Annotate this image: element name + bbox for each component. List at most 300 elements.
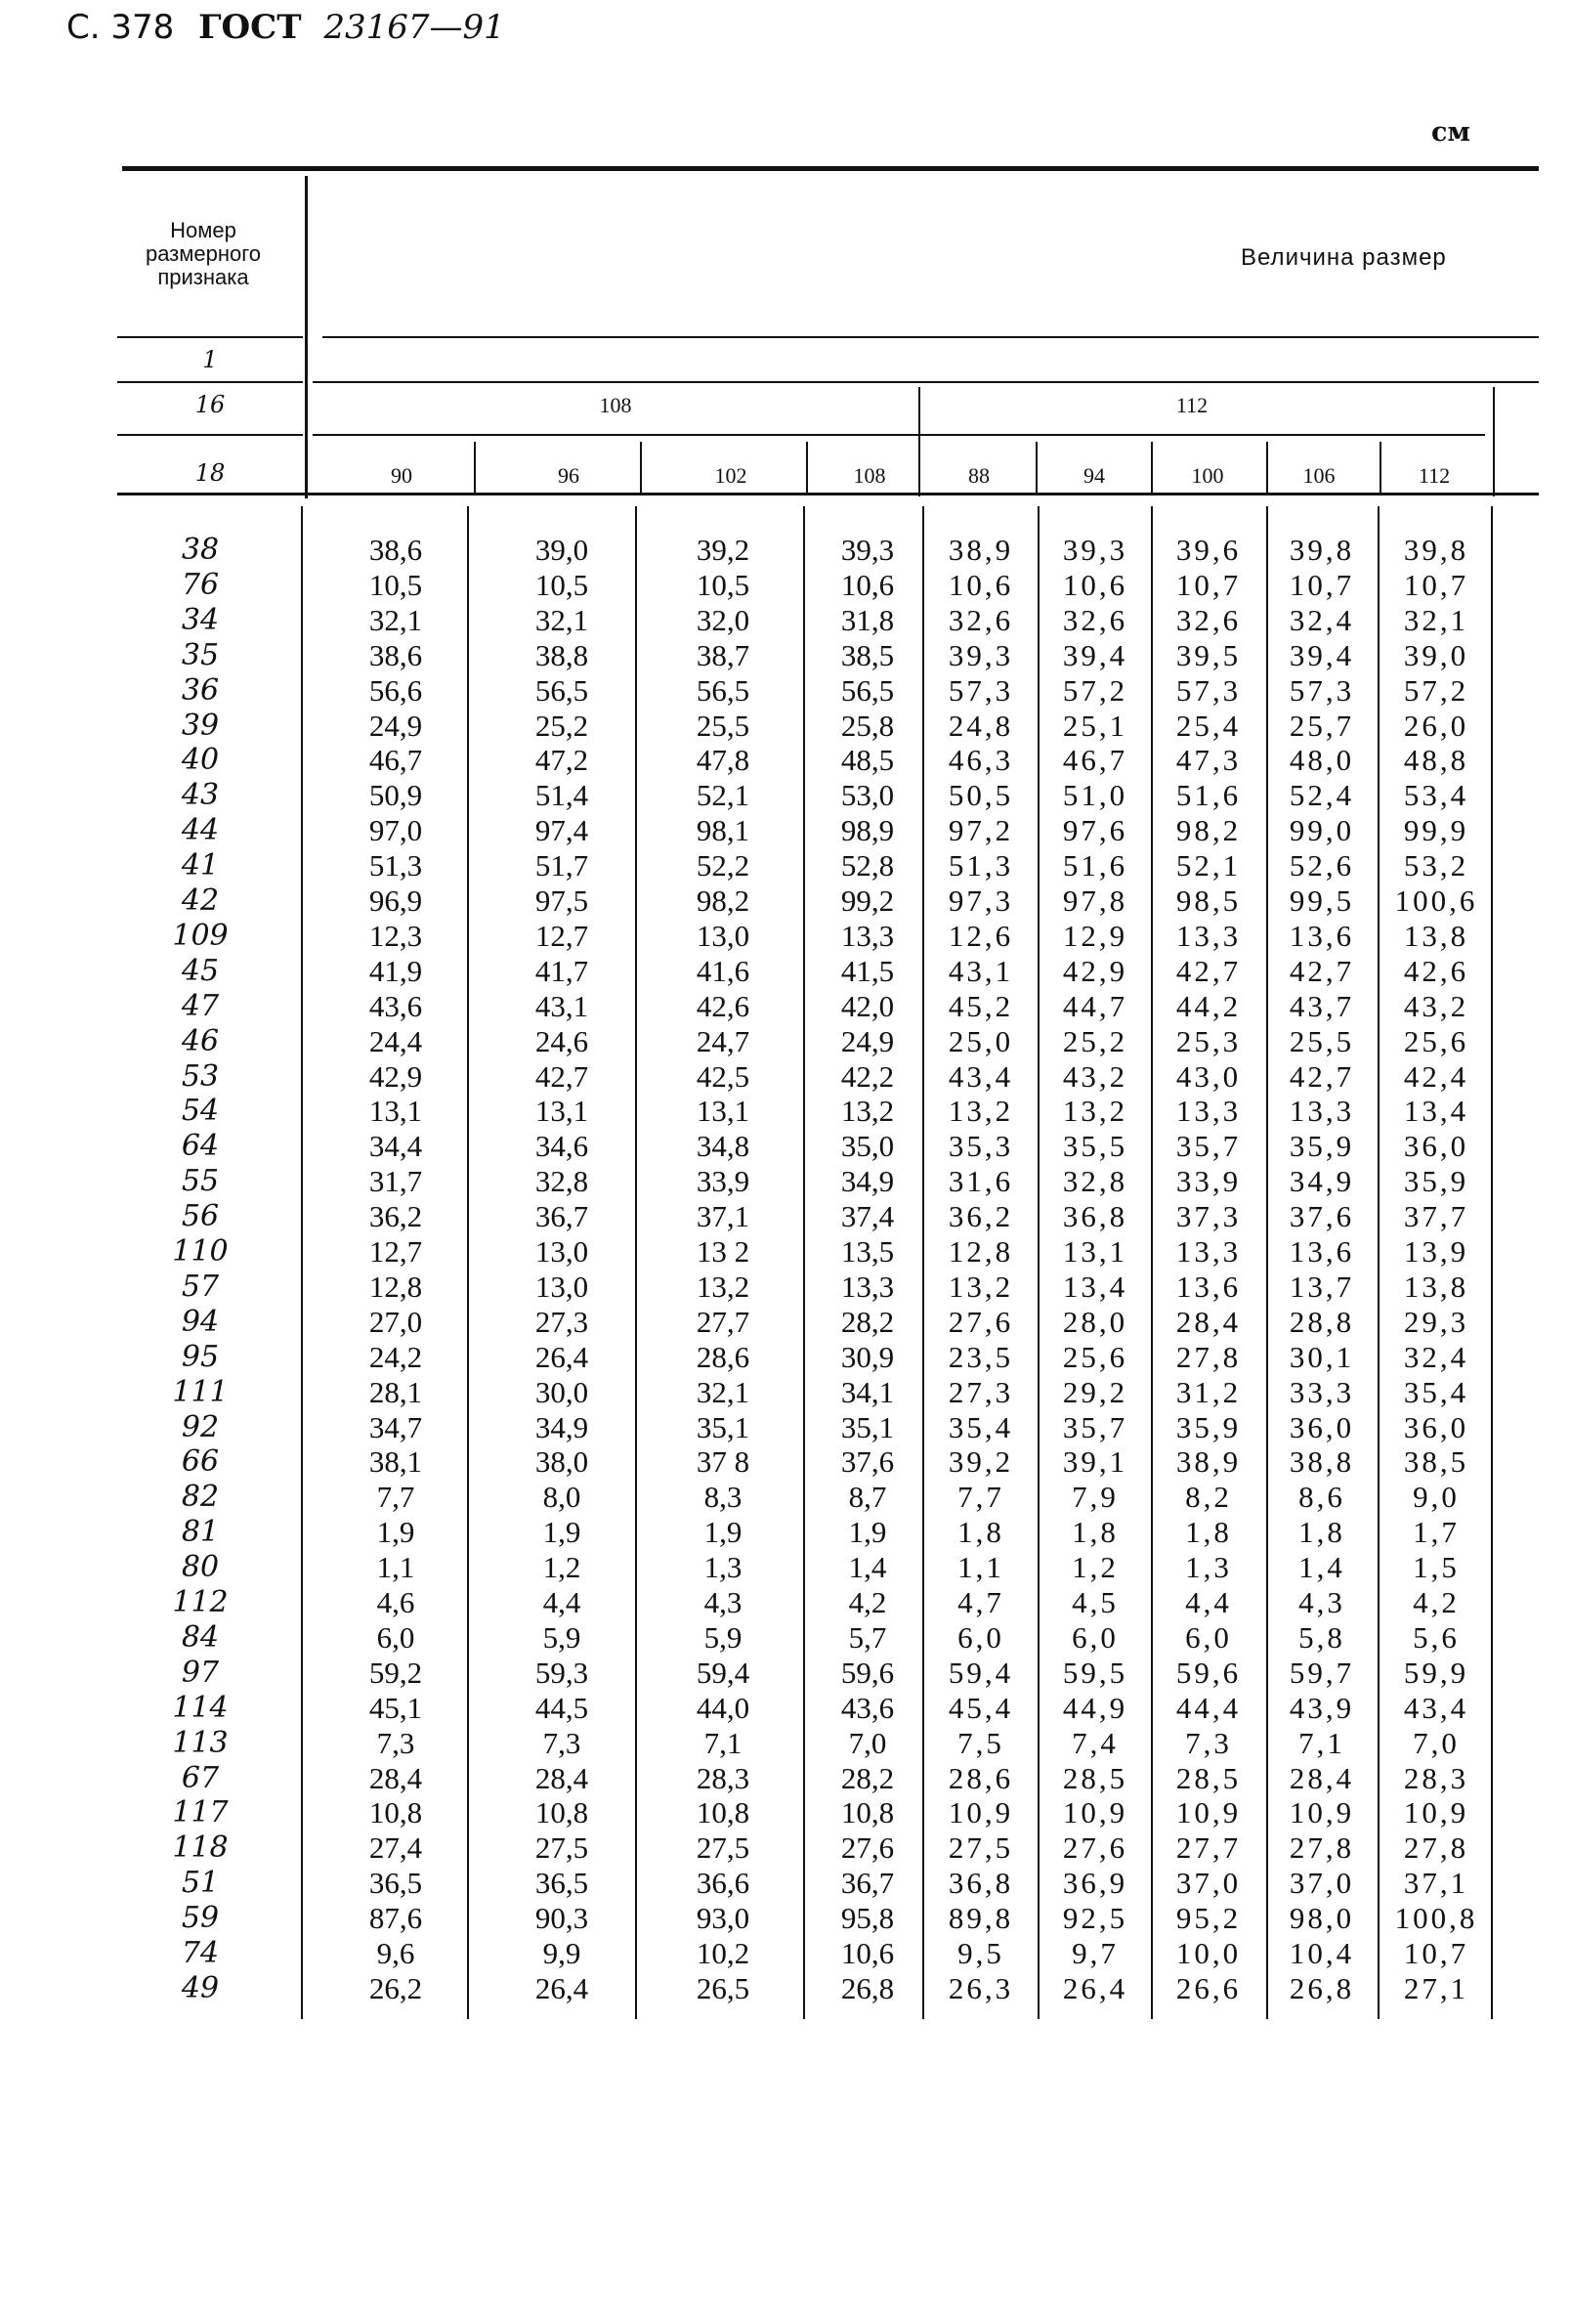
value-columns-header: Величина размер: [1241, 244, 1447, 271]
table-cell: 27,1: [1403, 1970, 1469, 2005]
table-cell: 1,5: [1413, 1550, 1460, 1585]
table-cell: 13,7: [1289, 1269, 1355, 1304]
table-cell: 26,5: [696, 1970, 750, 2005]
table-cell: 33,9: [1175, 1164, 1242, 1199]
table-cell: 28,1: [368, 1374, 423, 1409]
table-cell: 50,5: [948, 778, 1014, 813]
table-cell: 36,9: [1062, 1866, 1128, 1901]
table-cell: 4,3: [1298, 1585, 1345, 1619]
table-cell: 46,7: [1062, 743, 1128, 778]
table-cell: 43,6: [368, 988, 423, 1023]
table-cell: 26,4: [534, 1970, 589, 2005]
table-cell: 24,6: [534, 1023, 589, 1058]
header-rule-2b: [313, 381, 1539, 383]
table-cell: 53,4: [1403, 778, 1469, 813]
table-cell: 27,6: [840, 1830, 895, 1866]
table-row: [0, 533, 1571, 568]
table-cell: 27,3: [948, 1374, 1014, 1409]
table-cell: 1,8: [1185, 1515, 1232, 1550]
table-cell: 4,4: [542, 1585, 581, 1619]
table-cell: 98,0: [1289, 1901, 1355, 1936]
table-cell: 51,3: [368, 848, 423, 883]
table-cell: 25,2: [534, 708, 589, 743]
table-row: [0, 638, 1571, 673]
table-row: [0, 1480, 1571, 1515]
table-row: [0, 1936, 1571, 1971]
table-cell: 35,9: [1175, 1409, 1242, 1444]
table-cell: 42,6: [696, 988, 750, 1023]
table-cell: 10,9: [1062, 1795, 1128, 1830]
table-cell: 39,4: [1062, 637, 1128, 672]
row-feature-number: 45: [181, 953, 220, 988]
table-cell: 39,6: [1175, 533, 1242, 567]
table-cell: 45,2: [948, 988, 1014, 1023]
table-cell: 8,3: [703, 1480, 743, 1515]
table-cell: 12,8: [368, 1269, 423, 1304]
table-cell: 37,6: [840, 1444, 895, 1480]
row-feature-number: 44: [181, 813, 220, 848]
subheader: 112: [1418, 463, 1451, 488]
table-cell: 39,8: [1403, 533, 1469, 567]
table-cell: 35,7: [1062, 1409, 1128, 1444]
table-cell: 97,3: [948, 883, 1014, 918]
table-cell: 36,5: [368, 1866, 423, 1901]
table-cell: 27,3: [534, 1304, 589, 1339]
table-cell: 7,1: [1298, 1725, 1345, 1760]
row-feature-number: 113: [172, 1725, 229, 1760]
table-cell: 42,7: [1289, 953, 1355, 988]
table-cell: 28,5: [1175, 1760, 1242, 1795]
table-cell: 24,9: [840, 1023, 895, 1058]
table-cell: 13,6: [1289, 1234, 1355, 1269]
table-row: [0, 883, 1571, 919]
table-cell: 10,9: [948, 1795, 1014, 1830]
table-cell: 59,4: [696, 1655, 750, 1690]
table-cell: 26,6: [1175, 1970, 1242, 2005]
label-column-header: Номер размерного признака: [145, 218, 262, 289]
table-cell: 41,6: [696, 953, 750, 988]
row-feature-number: 54: [181, 1094, 220, 1129]
table-cell: 13,1: [534, 1094, 589, 1129]
row-feature-number: 40: [181, 743, 220, 778]
table-cell: 52,8: [840, 848, 895, 883]
table-cell: 25,6: [1062, 1339, 1128, 1374]
table-cell: 28,3: [1403, 1760, 1469, 1795]
table-cell: 26,2: [368, 1970, 423, 2005]
table-row: [0, 1059, 1571, 1095]
table-cell: 34,9: [840, 1164, 895, 1199]
table-cell: 99,2: [840, 883, 895, 918]
table-cell: 44,9: [1062, 1690, 1128, 1725]
row-feature-number: 47: [181, 988, 220, 1023]
table-row: [0, 1550, 1571, 1585]
row-feature-number: 51: [181, 1866, 220, 1901]
table-cell: 25,5: [1289, 1023, 1355, 1058]
table-cell: 42,2: [840, 1058, 895, 1094]
subheader-divider: [1151, 442, 1153, 493]
table-cell: 27,8: [1175, 1339, 1242, 1374]
table-cell: 36,6: [696, 1866, 750, 1901]
table-cell: 35,4: [1403, 1374, 1469, 1409]
table-row: [0, 1726, 1571, 1761]
table-cell: 44,2: [1175, 988, 1242, 1023]
group-header: 112: [1175, 393, 1209, 417]
row-feature-number: 39: [181, 708, 220, 743]
table-cell: 31,7: [368, 1164, 423, 1199]
table-cell: 51,6: [1062, 848, 1128, 883]
row-feature-number: 118: [172, 1830, 229, 1866]
table-cell: 35,3: [948, 1129, 1014, 1164]
table-cell: 10,9: [1175, 1795, 1242, 1830]
table-cell: 51,7: [534, 848, 589, 883]
table-cell: 59,3: [534, 1655, 589, 1690]
table-cell: 97,6: [1062, 813, 1128, 848]
table-row: [0, 1410, 1571, 1445]
table-cell: 36,0: [1289, 1409, 1355, 1444]
table-cell: 9,6: [376, 1936, 415, 1970]
table-cell: 38,0: [534, 1444, 589, 1480]
table-cell: 53,0: [840, 778, 895, 813]
table-cell: 38,6: [368, 533, 423, 567]
table-cell: 10,5: [696, 567, 750, 602]
table-cell: 97,0: [368, 813, 423, 848]
table-cell: 4,5: [1072, 1585, 1119, 1619]
subheader-divider: [1036, 442, 1038, 493]
table-cell: 32,4: [1403, 1339, 1469, 1374]
table-cell: 48,0: [1289, 743, 1355, 778]
table-cell: 5,9: [542, 1619, 581, 1655]
table-cell: 97,4: [534, 813, 589, 848]
table-cell: 25,2: [1062, 1023, 1128, 1058]
table-cell: 52,1: [1175, 848, 1242, 883]
header-rule-4: [117, 493, 1539, 495]
table-cell: 26,4: [1062, 1970, 1128, 2005]
table-row: [0, 1971, 1571, 2006]
table-cell: 25,8: [840, 708, 895, 743]
table-cell: 28,3: [696, 1760, 750, 1795]
table-cell: 10,9: [1403, 1795, 1469, 1830]
table-cell: 1,9: [542, 1515, 581, 1550]
table-cell: 10,9: [1289, 1795, 1355, 1830]
table-cell: 1,9: [703, 1515, 743, 1550]
table-cell: 43,2: [1062, 1058, 1128, 1094]
table-cell: 32,1: [696, 1374, 750, 1409]
table-cell: 44,5: [534, 1690, 589, 1725]
row-feature-number: 111: [172, 1374, 229, 1409]
table-row: [0, 1585, 1571, 1620]
table-cell: 51,3: [948, 848, 1014, 883]
label-row-1: 1: [202, 346, 218, 373]
table-cell: 51,6: [1175, 778, 1242, 813]
table-cell: 7,5: [957, 1725, 1004, 1760]
table-cell: 43,4: [1403, 1690, 1469, 1725]
table-row: [0, 673, 1571, 709]
standard-name: ГОСТ: [198, 8, 302, 47]
table-row: [0, 743, 1571, 778]
table-cell: 36,7: [534, 1199, 589, 1234]
table-cell: 52,2: [696, 848, 750, 883]
table-cell: 10,0: [1175, 1936, 1242, 1970]
table-cell: 34,1: [840, 1374, 895, 1409]
header-rule-2: [117, 381, 303, 383]
row-feature-number: 55: [181, 1164, 220, 1199]
table-cell: 59,7: [1289, 1655, 1355, 1690]
table-cell: 35,9: [1403, 1164, 1469, 1199]
table-cell: 13,1: [1062, 1234, 1128, 1269]
table-cell: 1,9: [848, 1515, 887, 1550]
table-cell: 51,0: [1062, 778, 1128, 813]
table-cell: 26,0: [1403, 708, 1469, 743]
table-cell: 25,7: [1289, 708, 1355, 743]
table-cell: 47,2: [534, 743, 589, 778]
table-row: [0, 813, 1571, 848]
table-cell: 34,6: [534, 1129, 589, 1164]
table-cell: 8,6: [1298, 1480, 1345, 1515]
table-cell: 12,6: [948, 918, 1014, 953]
table-cell: 43,1: [534, 988, 589, 1023]
table-cell: 9,7: [1072, 1936, 1119, 1970]
table-cell: 13,0: [696, 918, 750, 953]
row-feature-number: 46: [181, 1023, 220, 1058]
table-cell: 100,8: [1394, 1901, 1478, 1936]
table-cell: 59,6: [840, 1655, 895, 1690]
table-cell: 1,8: [1298, 1515, 1345, 1550]
table-cell: 52,1: [696, 778, 750, 813]
row-feature-number: 66: [181, 1444, 220, 1480]
table-cell: 27,8: [1403, 1830, 1469, 1866]
row-feature-number: 92: [181, 1409, 220, 1444]
table-row: [0, 1375, 1571, 1410]
table-cell: 59,4: [948, 1655, 1014, 1690]
table-cell: 32,8: [534, 1164, 589, 1199]
table-cell: 87,6: [368, 1901, 423, 1936]
table-cell: 39,0: [534, 533, 589, 567]
table-cell: 37,6: [1289, 1199, 1355, 1234]
table-cell: 34,9: [1289, 1164, 1355, 1199]
table-cell: 46,7: [368, 743, 423, 778]
subheader: 100: [1191, 463, 1224, 488]
table-cell: 41,5: [840, 953, 895, 988]
table-row: [0, 1129, 1571, 1164]
table-cell: 6,0: [376, 1619, 415, 1655]
table-cell: 99,0: [1289, 813, 1355, 848]
table-cell: 51,4: [534, 778, 589, 813]
table-row: [0, 1656, 1571, 1691]
label-row-3: 18: [194, 459, 226, 487]
table-cell: 24,4: [368, 1023, 423, 1058]
table-row: [0, 1620, 1571, 1656]
table-cell: 100,6: [1394, 883, 1478, 918]
table-cell: 26,8: [1289, 1970, 1355, 2005]
table-cell: 31,2: [1175, 1374, 1242, 1409]
table-cell: 42,7: [534, 1058, 589, 1094]
table-cell: 38,5: [840, 637, 895, 672]
table-cell: 42,7: [1289, 1058, 1355, 1094]
row-feature-number: 94: [181, 1304, 220, 1339]
table-cell: 10,8: [368, 1795, 423, 1830]
row-feature-number: 95: [181, 1339, 220, 1374]
table-row: [0, 1901, 1571, 1936]
table-cell: 10,7: [1289, 567, 1355, 602]
table-cell: 93,0: [696, 1901, 750, 1936]
row-feature-number: 41: [181, 848, 220, 883]
subheader-divider: [1380, 442, 1381, 493]
table-cell: 1,1: [957, 1550, 1004, 1585]
table-cell: 10,7: [1403, 567, 1469, 602]
table-cell: 59,2: [368, 1655, 423, 1690]
table-cell: 10,8: [696, 1795, 750, 1830]
table-cell: 27,5: [948, 1830, 1014, 1866]
table-cell: 10,6: [1062, 567, 1128, 602]
table-cell: 42,7: [1175, 953, 1242, 988]
table-cell: 57,3: [1175, 672, 1242, 708]
table-cell: 27,6: [948, 1304, 1014, 1339]
table-row: [0, 1691, 1571, 1726]
table-cell: 28,6: [948, 1760, 1014, 1795]
table-cell: 10,8: [534, 1795, 589, 1830]
table-cell: 36,8: [1062, 1199, 1128, 1234]
row-feature-number: 114: [172, 1690, 229, 1725]
table-row: [0, 1094, 1571, 1129]
table-cell: 13,3: [1289, 1094, 1355, 1129]
table-row: [0, 1761, 1571, 1796]
table-cell: 43,7: [1289, 988, 1355, 1023]
table-cell: 32,4: [1289, 602, 1355, 637]
table-cell: 13,3: [1175, 918, 1242, 953]
table-cell: 28,4: [368, 1760, 423, 1795]
table-cell: 6,0: [957, 1619, 1004, 1655]
table-cell: 13,4: [1403, 1094, 1469, 1129]
row-feature-number: 84: [181, 1619, 220, 1655]
table-cell: 28,0: [1062, 1304, 1128, 1339]
table-cell: 7,7: [957, 1480, 1004, 1515]
table-cell: 36,5: [534, 1866, 589, 1901]
table-cell: 96,9: [368, 883, 423, 918]
table-cell: 13,1: [696, 1094, 750, 1129]
table-top-rule: [122, 166, 1539, 171]
table-cell: 13,6: [1289, 918, 1355, 953]
table-cell: 89,8: [948, 1901, 1014, 1936]
table-cell: 98,2: [696, 883, 750, 918]
subheader-divider: [806, 442, 808, 493]
table-cell: 36,8: [948, 1866, 1014, 1901]
table-cell: 32,0: [696, 602, 750, 637]
table-cell: 47,8: [696, 743, 750, 778]
table-cell: 5,9: [703, 1619, 743, 1655]
table-cell: 98,2: [1175, 813, 1242, 848]
table-cell: 59,5: [1062, 1655, 1128, 1690]
table-cell: 39,1: [1062, 1444, 1128, 1480]
table-cell: 24,9: [368, 708, 423, 743]
table-cell: 13,0: [534, 1269, 589, 1304]
table-cell: 28,5: [1062, 1760, 1128, 1795]
table-cell: 10,5: [534, 567, 589, 602]
row-feature-number: 109: [172, 918, 229, 953]
table-cell: 32,6: [948, 602, 1014, 637]
table-cell: 38,9: [948, 533, 1014, 567]
row-feature-number: 64: [181, 1129, 220, 1164]
table-cell: 4,7: [957, 1585, 1004, 1619]
table-cell: 13,3: [1175, 1234, 1242, 1269]
table-cell: 47,3: [1175, 743, 1242, 778]
table-cell: 13,3: [840, 1269, 895, 1304]
row-feature-number: 81: [181, 1515, 220, 1550]
table-cell: 1,2: [542, 1550, 581, 1585]
table-cell: 12,3: [368, 918, 423, 953]
table-cell: 10,6: [948, 567, 1014, 602]
table-cell: 39,8: [1289, 533, 1355, 567]
table-cell: 46,3: [948, 743, 1014, 778]
table-cell: 25,5: [696, 708, 750, 743]
table-row: [0, 568, 1571, 603]
subheader: 96: [558, 463, 579, 488]
table-cell: 10,8: [840, 1795, 895, 1830]
table-cell: 1,9: [376, 1515, 415, 1550]
table-cell: 27,4: [368, 1830, 423, 1866]
row-feature-number: 38: [181, 533, 220, 567]
table-cell: 56,5: [534, 672, 589, 708]
table-cell: 12,7: [534, 918, 589, 953]
table-cell: 1,3: [703, 1550, 743, 1585]
table-cell: 39,5: [1175, 637, 1242, 672]
table-cell: 13,8: [1403, 1269, 1469, 1304]
table-row: [0, 1830, 1571, 1866]
group-header: 108: [599, 393, 632, 417]
subheader-divider: [640, 442, 642, 493]
table-row: [0, 778, 1571, 813]
table-cell: 92,5: [1062, 1901, 1128, 1936]
table-cell: 5,6: [1413, 1619, 1460, 1655]
table-cell: 98,1: [696, 813, 750, 848]
table-cell: 7,4: [1072, 1725, 1119, 1760]
table-cell: 37,7: [1403, 1199, 1469, 1234]
table-cell: 10,5: [368, 567, 423, 602]
table-cell: 5,7: [848, 1619, 887, 1655]
table-row: [0, 1305, 1571, 1340]
table-cell: 98,9: [840, 813, 895, 848]
subheader: 108: [853, 463, 886, 488]
table-cell: 34,9: [534, 1409, 589, 1444]
table-cell: 43,4: [948, 1058, 1014, 1094]
table-cell: 13,0: [534, 1234, 589, 1269]
table-cell: 1,3: [1185, 1550, 1232, 1585]
table-cell: 38,6: [368, 637, 423, 672]
table-cell: 43,2: [1403, 988, 1469, 1023]
table-cell: 13,2: [948, 1269, 1014, 1304]
table-cell: 53,2: [1403, 848, 1469, 883]
table-cell: 44,0: [696, 1690, 750, 1725]
row-feature-number: 74: [181, 1936, 220, 1970]
table-cell: 7,3: [376, 1725, 415, 1760]
table-row: [0, 1340, 1571, 1375]
table-cell: 39,0: [1403, 637, 1469, 672]
table-row: [0, 709, 1571, 744]
table-cell: 12,7: [368, 1234, 423, 1269]
table-cell: 38,8: [534, 637, 589, 672]
table-cell: 35,4: [948, 1409, 1014, 1444]
table-cell: 27,7: [1175, 1830, 1242, 1866]
table-row: [0, 1515, 1571, 1550]
table-cell: 7,0: [1413, 1725, 1460, 1760]
table-cell: 26,4: [534, 1339, 589, 1374]
table-cell: 32,8: [1062, 1164, 1128, 1199]
table-cell: 28,2: [840, 1304, 895, 1339]
row-feature-number: 80: [181, 1550, 220, 1585]
table-cell: 30,0: [534, 1374, 589, 1409]
table-cell: 99,5: [1289, 883, 1355, 918]
table-cell: 32,6: [1062, 602, 1128, 637]
table-cell: 8,7: [848, 1480, 887, 1515]
